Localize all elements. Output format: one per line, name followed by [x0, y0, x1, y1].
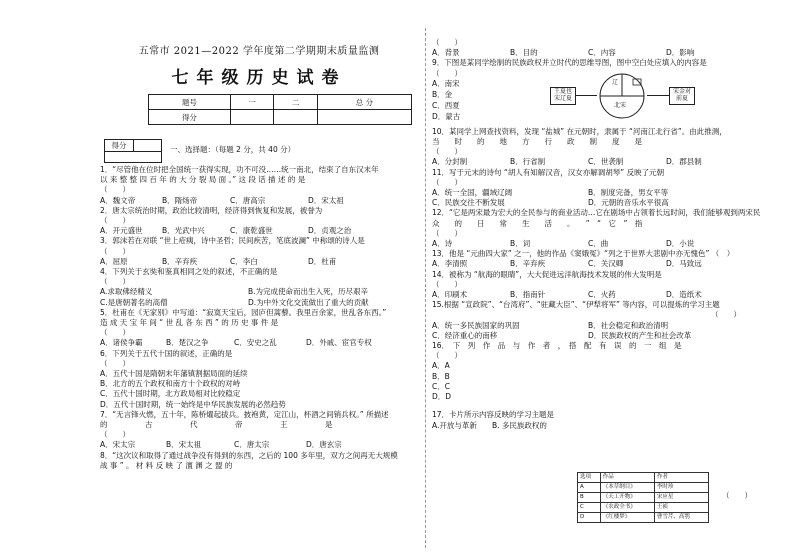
option-row [432, 188, 777, 198]
score-cell: 二 [274, 95, 318, 110]
answer-paren: （ ） [432, 68, 462, 78]
option: C．经济重心的南移 [432, 330, 498, 340]
option: B．行省制 [510, 157, 546, 167]
option: D．外戚、宦官专权 [306, 338, 372, 348]
diagram-box-left [550, 87, 576, 105]
option: D．小说 [666, 239, 695, 249]
question-8 [100, 451, 418, 471]
option-row [432, 331, 777, 341]
option: D．宋太祖 [308, 195, 344, 205]
diagram-connector [647, 95, 669, 96]
option: D．蒙古 [432, 111, 461, 121]
answer-paren: （ ） [100, 185, 130, 195]
question-3 [100, 236, 418, 267]
option: B．制度完备，男女平等 [588, 188, 669, 198]
option: D．元朝的音乐水平很高 [588, 198, 669, 208]
question-text: 4．下列关于玄奘和鉴真相同之处的叙述，不正确的是 [100, 267, 278, 277]
question-text: 3．郭沫若在对联 “世上疮痍，诗中圣哲；民间疾苦，笔底波澜” 中称颂的诗人是 [100, 236, 365, 246]
diagram-text: 宋辽夏 [553, 94, 572, 102]
option: C．C [432, 381, 450, 391]
diagram-box-right [669, 87, 695, 105]
option: B．楚汉之争 [166, 338, 209, 348]
option-row [100, 338, 418, 348]
option-row [432, 239, 777, 249]
table-cell: B [578, 493, 601, 503]
question-text: 8．“这次议和取得了通过战争没有得到的东西，之后的 100 多年里，双方之间再无大规模 [100, 450, 398, 460]
question-7 [100, 410, 418, 451]
option: D．D [432, 392, 452, 402]
option: A．开元盛世 [100, 226, 143, 236]
option: C．关汉卿 [588, 259, 624, 269]
section-title: 一、选择题：（每题 2 分，共 40 分） [170, 145, 296, 154]
option: D．唐玄宗 [306, 440, 342, 450]
answer-paren: （ ） [432, 351, 462, 361]
option: C．李白 [230, 256, 258, 266]
question-4 [100, 267, 418, 308]
table-cell: D [578, 513, 601, 523]
option: B．光武中兴 [162, 226, 205, 236]
question-text: 5．杜甫在《无家别》中写道：“寂寞天宝后，园庐但蒿藜。我里百余家，世乱各东西。” [100, 307, 387, 317]
question-1 [100, 165, 418, 206]
question-text: 11．写于元末的诗句 “胡人有知解汉音，汉女亦解调胡琴” 反映了元朝 [432, 167, 665, 177]
section-header [100, 139, 418, 165]
question-text: 7．“无言锋火燃，五十年，陈桥燿起拔兵。披袍黄，定江山，杯酒之间销兵权。” 所描述 [100, 409, 389, 419]
diagram-text: 前夏 [675, 94, 688, 102]
answer-paren: （ ） [100, 328, 130, 338]
option-row [100, 440, 418, 450]
diagram-text: 宋金对 [672, 87, 691, 95]
question-14 [432, 270, 777, 301]
option: A．背景 [432, 48, 460, 58]
option: D．郡县制 [666, 157, 702, 167]
option: A．诗 [432, 239, 453, 249]
option: D．民族政权的产生和社会改革 [588, 330, 692, 340]
score-cell: 得分 [149, 110, 231, 125]
option-row [432, 321, 777, 331]
answer-paren: （ ） [432, 177, 462, 187]
option: B．辛弃疾 [510, 259, 546, 269]
option: B．词 [510, 239, 531, 249]
option: B．指南针 [510, 290, 546, 300]
diagram-text: 北宋 [614, 101, 627, 109]
option: B．金 [432, 89, 453, 99]
table-row [578, 493, 709, 503]
table-cell: 选项 [578, 473, 601, 483]
question-11 [432, 168, 777, 209]
table-cell: 《天工开物》 [600, 493, 654, 503]
answer-paren: （ ） [432, 38, 462, 47]
option: C．唐高宗 [230, 195, 266, 205]
option: C．五代十国时期，北方政局相对比较稳定 [100, 389, 241, 399]
option: D．贞观之治 [308, 226, 352, 236]
works-table [577, 472, 709, 523]
option: C．火药 [588, 290, 616, 300]
option: B．辛弃疾 [162, 256, 198, 266]
option-row [432, 421, 777, 431]
option: B.为完成使命而出生入死，历尽艰辛 [248, 287, 369, 297]
question-text: 15.根据 “宣政院”、“台湾府”、“驻藏大臣”、“伊犁将军” 等内容，可以提炼的学习主题 [432, 300, 720, 310]
table-row [578, 503, 709, 513]
question-15 [432, 300, 777, 341]
option-row [100, 257, 418, 267]
option: B．隋炀帝 [162, 195, 198, 205]
option-row [100, 196, 418, 206]
option-row [100, 287, 418, 297]
q9-options-diagram [432, 79, 777, 123]
right-column [432, 38, 777, 431]
diagram-text: 王夏也 [553, 87, 572, 95]
question-17 [432, 410, 777, 430]
option: A．魏文帝 [100, 195, 136, 205]
option-row [432, 259, 777, 269]
table-cell: 作者 [654, 473, 708, 483]
table-cell: 王祯 [654, 503, 708, 513]
option-row [432, 48, 777, 58]
option: C.是唐朝著名的高僧 [100, 297, 168, 307]
question-6 [100, 349, 418, 410]
option: C．民族交往不断发展 [432, 198, 505, 208]
answer-paren: （ ） [432, 279, 462, 289]
option: A．五代十国是隋朝末年藩镇割据局面的延续 [100, 369, 248, 379]
question-12 [432, 208, 777, 249]
option: B．目的 [510, 48, 538, 58]
page-title: 七年级历史试卷 [171, 68, 347, 88]
option: C．康乾盛世 [230, 226, 273, 236]
question-text: 当 时 的 地 方 行 政 制 度 是 [432, 137, 642, 147]
option: D．造纸术 [666, 290, 702, 300]
table-header-row [578, 473, 709, 483]
answer-paren: （ ） [100, 246, 130, 256]
question-text: 众 的 日 常 生 活 。 ” “ 它 ” 指 [432, 218, 643, 228]
option: D．杜甫 [308, 256, 337, 266]
option: C．曲 [588, 239, 609, 249]
question-text: 13．他是 “元曲四大家” 之一，他的作品《窦娥冤》“列之于世界大悲剧中亦无愧色” （ ） [432, 249, 735, 259]
fold-divider [425, 28, 426, 548]
option: A．李清照 [432, 259, 468, 269]
score-cell [317, 110, 411, 125]
option: A．诸侯争霸 [100, 338, 143, 348]
option: B. 多民族政权的 [492, 420, 547, 430]
option: A．印刷术 [432, 290, 468, 300]
option: B．B [432, 371, 450, 381]
exam-header: 五常市 2021—2022 学年度第二学期期末质量监测 [138, 46, 380, 57]
diagram-circle [597, 71, 647, 121]
option: A．屈原 [100, 256, 128, 266]
table-cell: 曹雪芹、高鹗 [654, 513, 708, 523]
question-9 [432, 58, 777, 122]
section-score-label: 得分 [105, 140, 134, 152]
score-cell: 题号 [149, 95, 231, 110]
section-score-blank [133, 140, 161, 152]
option: D．五代十国时期，统一始终是中华民族发展的必然趋势 [100, 399, 286, 409]
answer-paren: （ ） [711, 310, 741, 320]
diagram-connector [575, 95, 597, 96]
option: A.求取佛经精义 [100, 287, 153, 297]
table-cell: C [578, 503, 601, 513]
option: A．南宋 [432, 78, 460, 88]
left-column [100, 40, 418, 471]
table-cell: A [578, 483, 601, 493]
question-text: 10．某同学上网查找资料，发现 “盐城” 在元朝时，隶属于 “河南江北行省”。由此推测， [432, 126, 727, 136]
option: A．统一多民族国家的巩固 [432, 320, 520, 330]
table-cell: 李时珍 [654, 483, 708, 493]
question-text: 12．“它是两宋最为宏大的全民参与的商业活动…它在剧场中占领着长远时间，我们能够观到两宋民 [432, 208, 761, 218]
section-score-box [104, 139, 162, 163]
answer-paren: （ ） [100, 216, 130, 226]
question-text: 战 事 ” 。 材 料 反 映 了 澶 渊 之 盟 的 [100, 460, 233, 470]
table-cell: 作品 [600, 473, 654, 483]
answer-paren: （ ） [100, 277, 130, 287]
question-8-cont [432, 38, 777, 58]
option: A．宋太宗 [100, 440, 136, 450]
table-row [578, 483, 709, 493]
option: A.开放与革新 [432, 420, 477, 430]
option: C．内容 [588, 48, 616, 58]
table-cell: 《本草纲目》 [600, 483, 654, 493]
question-5 [100, 308, 418, 349]
option: D.为中外文化交流做出了重大的贡献 [248, 297, 369, 307]
question-text: 1．“尽管他在位时把全国统一获得实现，功不可没……统一南北，结束了自东汉末年 [100, 165, 379, 174]
option: C．唐太宗 [234, 440, 270, 450]
option: B．北方的五个政权和南方十个政权的对峙 [100, 379, 241, 389]
question-text: 17．卡片所示内容反映的学习主题是 [432, 410, 555, 420]
table-cell: 《红楼梦》 [600, 513, 654, 523]
option: C．安史之乱 [234, 338, 277, 348]
table-cell: 《农政全书》 [600, 503, 654, 513]
question-text: 造 成 天 宝 年 间 “ 世 乱 各 东 西 ” 的 历 史 事 件 是 [100, 318, 279, 328]
option: B．社会稳定和政治清明 [588, 320, 669, 330]
question-10 [432, 127, 777, 168]
option-row [432, 157, 777, 167]
question-13 [432, 249, 777, 269]
question-16 [432, 341, 777, 402]
question-text: 以 来 整 整 四 百 年 的 大 分 裂 局 面 。” 这 段 话 描 述 的 是 [100, 175, 306, 185]
score-cell [274, 110, 318, 125]
score-cell: 总 分 [317, 95, 411, 110]
option-row [432, 198, 777, 208]
question-text: 14．被称为 “航海的眼睛”，大大促进远洋航海技术发展的伟大发明是 [432, 269, 662, 279]
diagram-text: 辽 [612, 78, 619, 86]
score-table [148, 94, 412, 125]
option: C．西夏 [432, 100, 460, 110]
answer-paren: （ ） [432, 147, 462, 157]
option-row [100, 226, 418, 236]
table-row [578, 513, 709, 523]
option: A．A [432, 361, 450, 371]
answer-paren: （ ） [100, 358, 130, 368]
option: A．分封制 [432, 157, 468, 167]
question-text: 16． 下 列 作 品 与 作 者 ， 搭 配 有 误 的 一 组 是 [432, 341, 682, 351]
option: A．统一全国，疆域辽阔 [432, 188, 513, 198]
option-row [432, 290, 777, 300]
answer-paren: （ ） [722, 491, 752, 500]
table-cell: 宋应星 [654, 493, 708, 503]
question-2 [100, 206, 418, 237]
answer-paren: （ ） [432, 228, 462, 238]
option: D．影响 [666, 48, 695, 58]
question-text: 9．下图是某同学绘制的民族政权并立时代的思维导图，图中空白处应填入的内容是 [432, 58, 707, 68]
question-text: 6．下列关于五代十国的叙述，正确的是 [100, 348, 233, 358]
option-row [100, 298, 418, 308]
score-cell: 一 [230, 95, 274, 110]
question-text: 的 古 代 帝 王 是 [100, 420, 333, 430]
answer-paren: （ ） [100, 430, 130, 440]
score-cell [230, 110, 274, 125]
option: B．宋太祖 [166, 440, 202, 450]
option: C．世袭制 [588, 157, 624, 167]
option: D．马致远 [666, 259, 702, 269]
question-text: 2．唐太宗统治时期，政治比较清明，经济得到恢复和发展，被誉为 [100, 205, 323, 215]
